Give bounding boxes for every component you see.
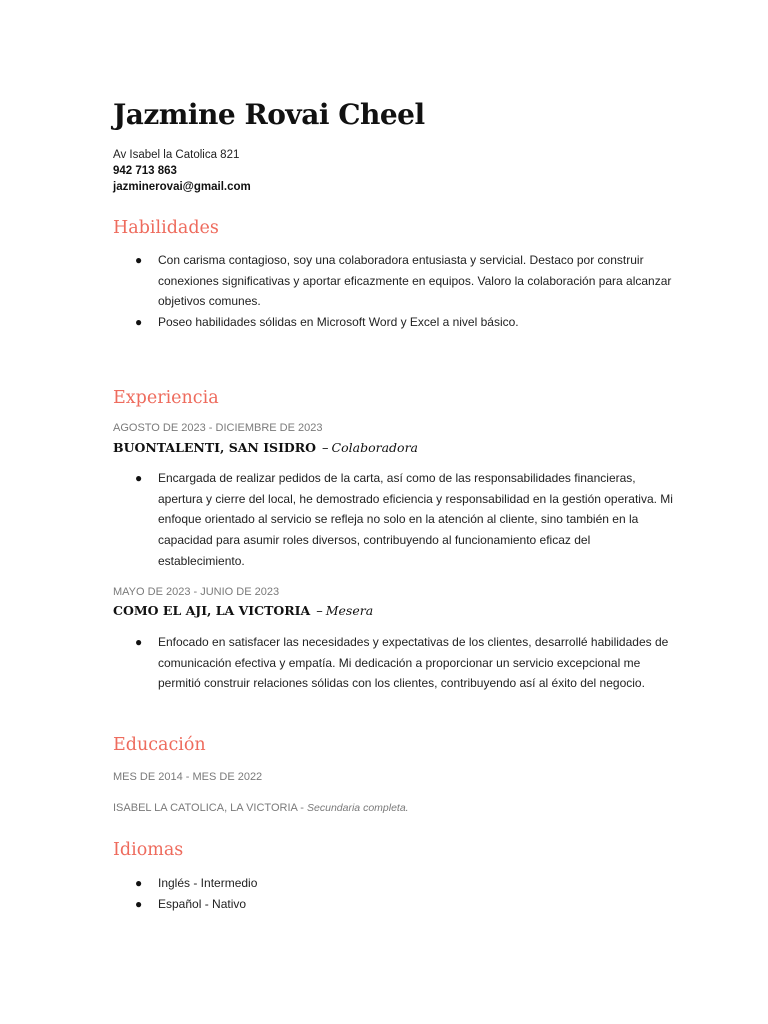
list-item: [113, 894, 673, 915]
job-dates: AGOSTO DE 2023 - DICIEMBRE DE 2023: [113, 422, 323, 434]
bullet-icon: ●: [135, 876, 143, 890]
bullet-icon: ●: [135, 635, 143, 649]
section-title-languages: Idiomas: [113, 840, 184, 860]
languages-list: [113, 873, 673, 914]
skill-text: Poseo habilidades sólidas en Microsoft Word y Excel a nivel básico.: [158, 315, 519, 330]
job-description-list: [113, 632, 673, 694]
bullet-icon: ●: [135, 471, 143, 485]
school-name: ISABEL LA CATOLICA, LA VICTORIA: [113, 802, 298, 814]
section-title-skills: Habilidades: [113, 218, 219, 238]
section-title-education: Educación: [113, 735, 206, 755]
phone-number: 942 713 863: [113, 165, 177, 177]
job-separator: –: [316, 604, 323, 619]
job-dates: MAYO DE 2023 - JUNIO DE 2023: [113, 586, 280, 598]
job-role: Colaboradora: [331, 440, 418, 455]
list-item: [113, 312, 673, 333]
education-entry: [113, 802, 409, 814]
job-description: Enfocado en satisfacer las necesidades y expectativas de los clientes, desarrollé habilidades de comunicación efectiva y empatía. Mi dedicación a proporcionar un servicio excepcional me permitió construir relaciones sólidas con los clientes, contribuyendo así al éxito del negocio.: [158, 635, 669, 691]
bullet-icon: ●: [135, 896, 143, 911]
company-name: COMO EL AJI, LA VICTORIA: [113, 603, 311, 618]
job-separator: –: [322, 441, 329, 456]
job-description-list: [113, 468, 673, 572]
candidate-name: Jazmine Rovai Cheel: [113, 98, 425, 131]
bullet-icon: ●: [135, 315, 143, 330]
education-separator: -: [300, 802, 304, 814]
skill-text: Con carisma contagioso, soy una colaboradora entusiasta y servicial. Destaco por construir conexiones significativas y aportar eficazmente en equipos. Valoro la colaboración para alcanzar objetivos comunes.: [158, 253, 672, 309]
language-item: Español - Nativo: [158, 896, 247, 911]
address: Av Isabel la Catolica 821: [113, 149, 240, 161]
job-heading: [113, 603, 373, 619]
section-title-experience: Experiencia: [113, 388, 219, 408]
education-detail: Secundaria completa.: [307, 802, 409, 814]
bullet-icon: ●: [135, 253, 143, 267]
language-item: Inglés - Intermedio: [158, 876, 258, 890]
company-name: BUONTALENTI, SAN ISIDRO: [113, 440, 317, 455]
skills-list: [113, 250, 673, 333]
education-dates: MES DE 2014 - MES DE 2022: [113, 771, 263, 783]
email: jazminerovai@gmail.com: [113, 181, 251, 193]
list-item: [113, 632, 673, 694]
job-description: Encargada de realizar pedidos de la carta, así como de las responsabilidades financieras, apertura y cierre del local, he demostrado eficiencia y responsabilidad en la gestión operativa. Mi enfoque orientado al servicio se refleja no solo en la atención al cliente, sino también en la capacidad para asumir roles diversos, contribuyendo al funcionamiento eficaz del establecimiento.: [158, 471, 673, 568]
list-item: [113, 250, 673, 312]
list-item: [113, 873, 673, 894]
job-role: Mesera: [325, 603, 374, 618]
list-item: [113, 468, 673, 572]
job-heading: [113, 440, 418, 456]
